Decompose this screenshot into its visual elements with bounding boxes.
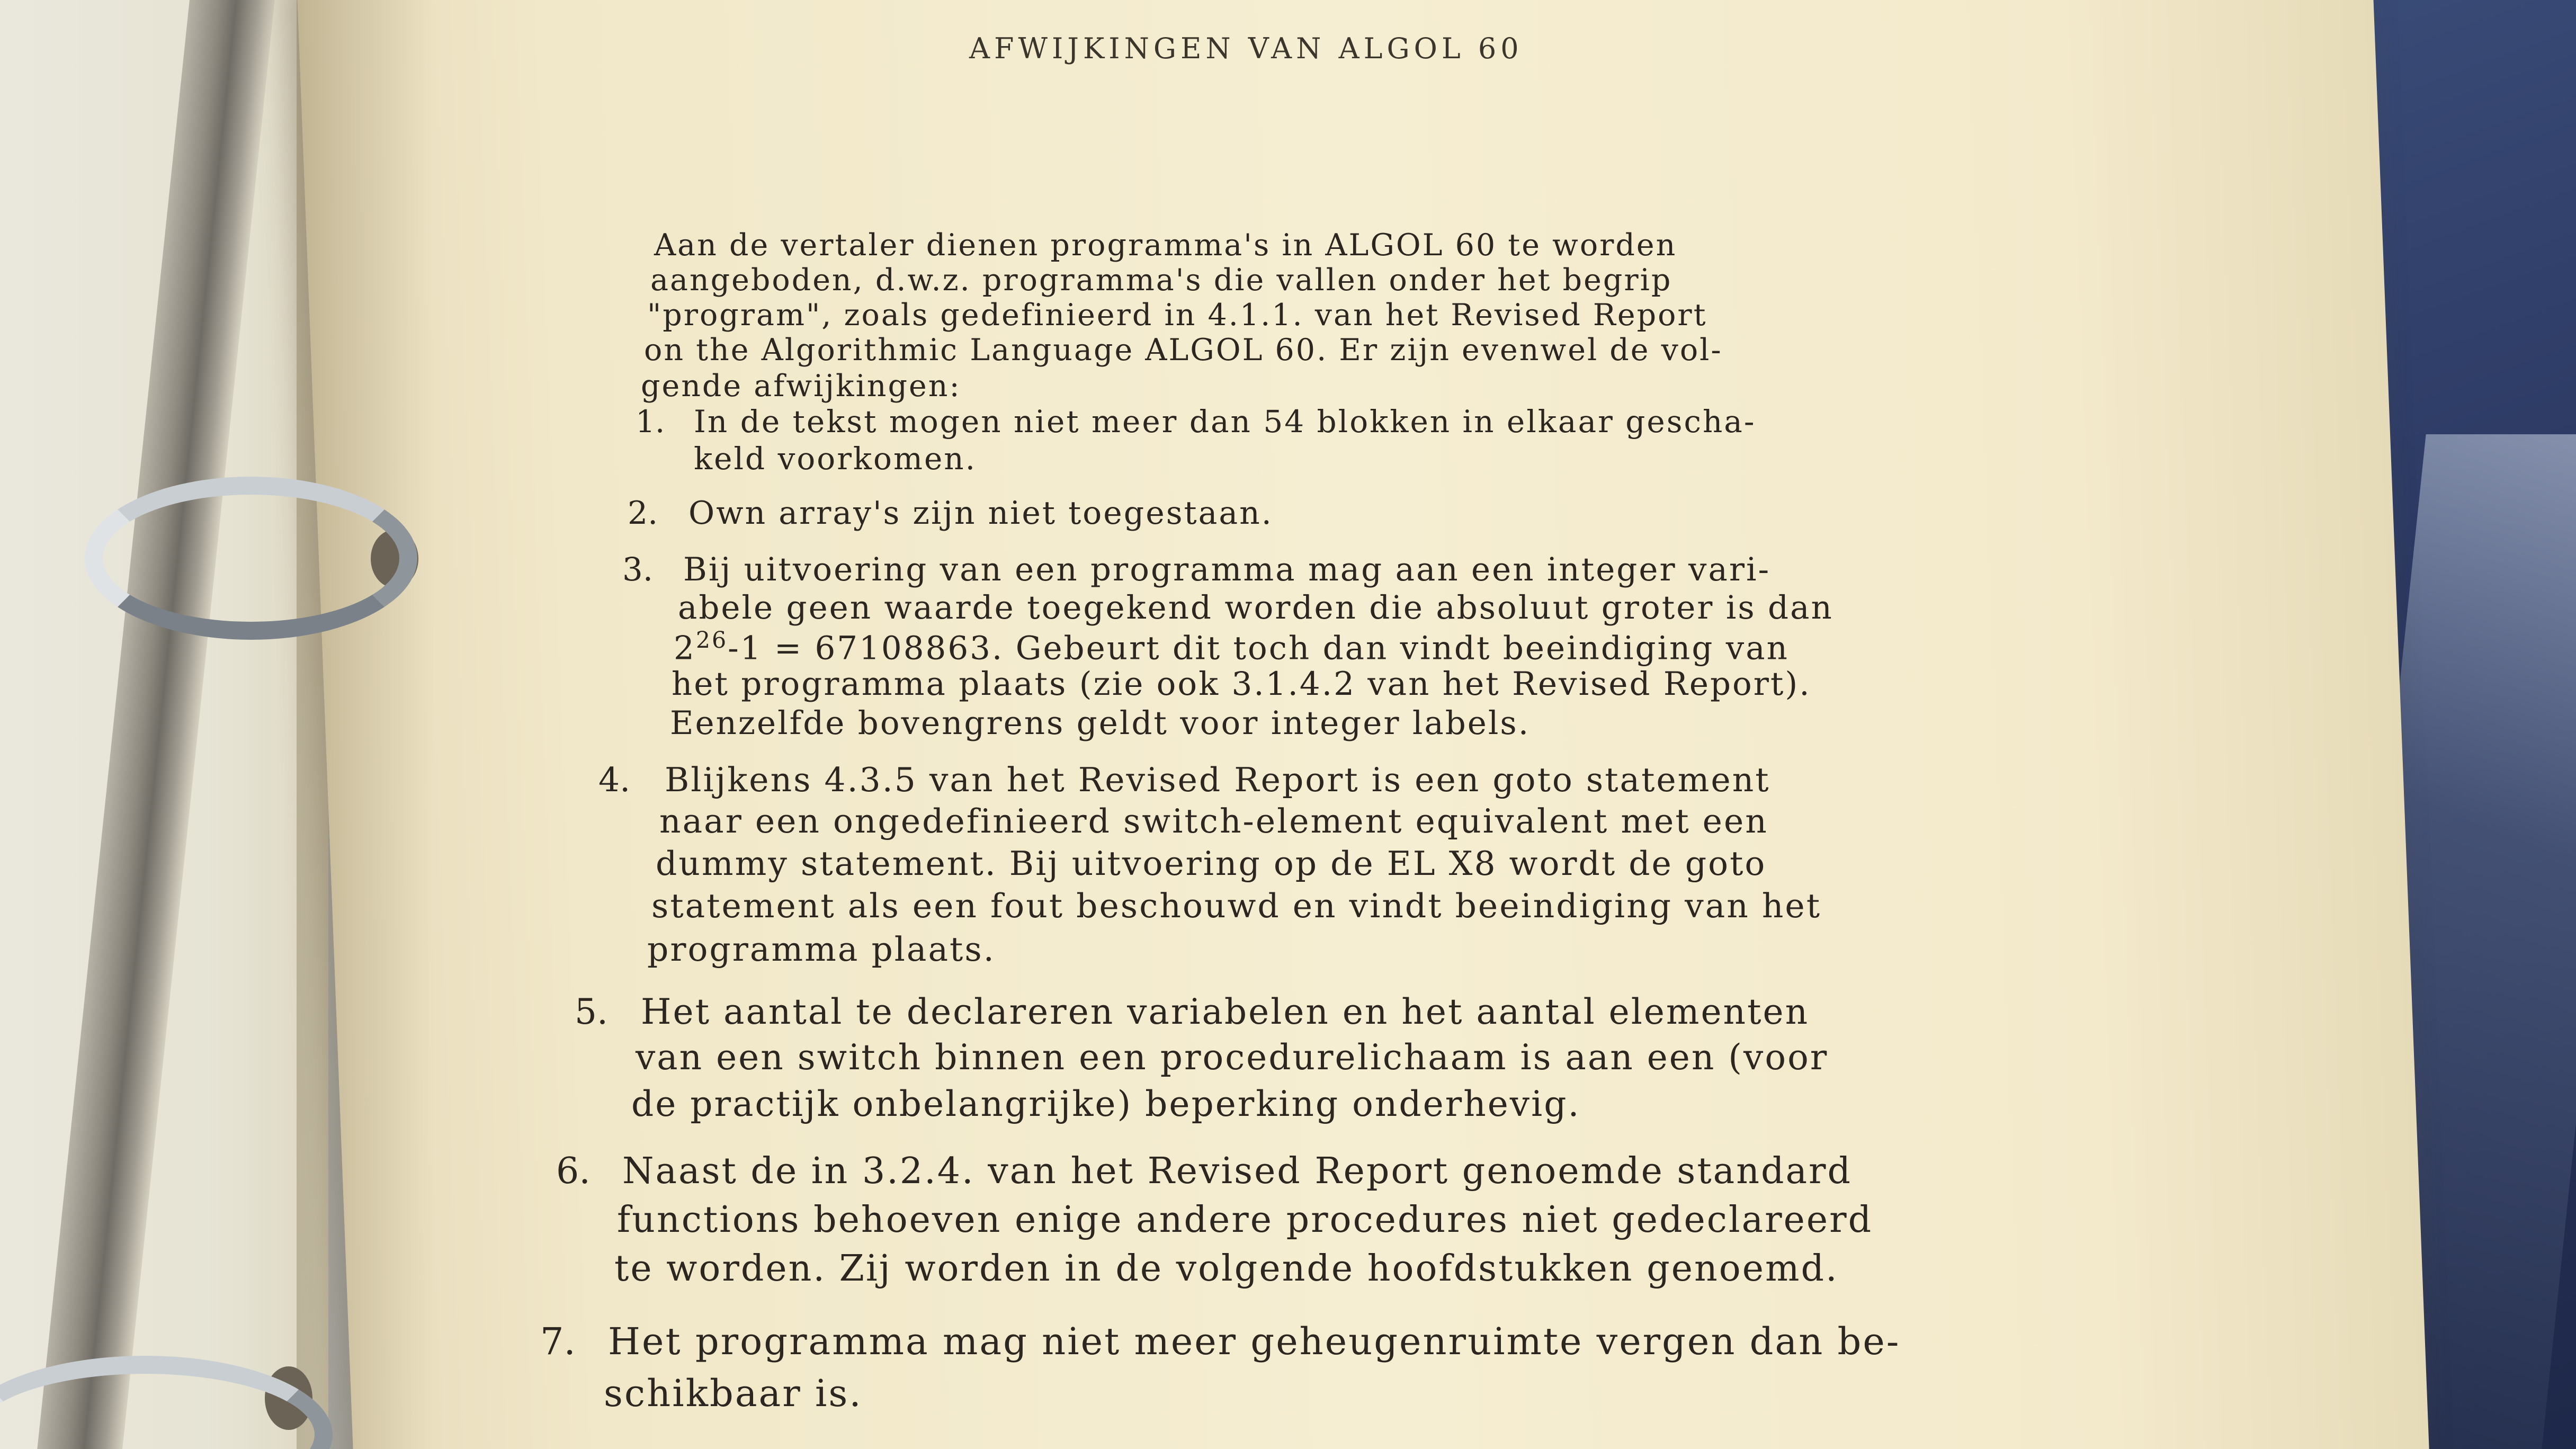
intro-line: aangeboden, d.w.z. programma's die vallen onder het begrip [650,263,1672,298]
list-item-line: Het programma mag niet meer geheugenruimte vergen dan be- [608,1320,1901,1363]
list-item-line: het programma plaats (zie ook 3.1.4.2 van het Revised Report). [672,665,1811,703]
item-number: 4. [598,761,631,799]
list-item-line: Naast de in 3.2.4. van het Revised Report genoemde standard [622,1150,1853,1192]
item-number: 3. [622,551,654,588]
item-number: 7. [540,1320,576,1363]
power-base: 2 [674,629,696,667]
list-item-line: van een switch binnen een procedurelichaam is aan een (voor [636,1037,1829,1078]
list-item-line: de practijk onbelangrijke) beperking onderhevig. [631,1084,1581,1124]
list-item-line: functions behoeven enige andere procedures niet gedeclareerd [617,1199,1873,1241]
intro-line: gende afwijkingen: [641,369,961,404]
list-item-line: Bij uitvoering van een programma mag aan een integer vari- [683,551,1771,588]
list-item-line: te worden. Zij worden in de volgende hoofdstukken genoemd. [614,1248,1839,1290]
item-number: 5. [575,991,608,1032]
list-item-line: Own array's zijn niet toegestaan. [688,495,1273,532]
intro-line: on the Algorithmic Language ALGOL 60. Er zijn evenwel de vol- [644,333,1723,368]
list-item-line: In de tekst mogen niet meer dan 54 blokken in elkaar gescha- [694,404,1756,440]
page-gutter-shadow [297,0,434,1449]
intro-line: Aan de vertaler dienen programma's in ALGOL 60 te worden [654,228,1677,263]
list-item-line [674,627,1789,667]
item-number: 1. [636,404,665,440]
page-title: AFWIJKINGEN VAN ALGOL 60 [969,32,1523,65]
list-item-line: naar een ongedefinieerd switch-element equivalent met een [659,802,1768,840]
list-item-line: schikbaar is. [604,1372,863,1415]
list-item-line: programma plaats. [647,930,996,969]
item-number: 6. [556,1150,591,1192]
list-item-line: Het aantal te declareren variabelen en het aantal elementen [641,991,1810,1032]
item-number: 2. [628,495,658,532]
list-item-line: abele geen waarde toegekend worden die absoluut groter is dan [678,589,1833,627]
list-item-line: statement als een fout beschouwd en vindt beeindiging van het [651,887,1822,925]
intro-line: "program", zoals gedefinieerd in 4.1.1. van het Revised Report [647,298,1707,333]
power-exponent: 26 [695,627,728,654]
list-item-line: keld voorkomen. [694,441,977,477]
list-item-line: Blijkens 4.3.5 van het Revised Report is een goto statement [665,761,1770,799]
binder-ring-icon [85,477,417,640]
list-item-line: Eenzelfde bovengrens geldt voor integer labels. [670,704,1531,742]
list-item-line: dummy statement. Bij uitvoering op de EL X8 wordt de goto [656,844,1767,883]
power-rest: -1 = 67108863. Gebeurt dit toch dan vindt beeindiging van [728,629,1789,667]
